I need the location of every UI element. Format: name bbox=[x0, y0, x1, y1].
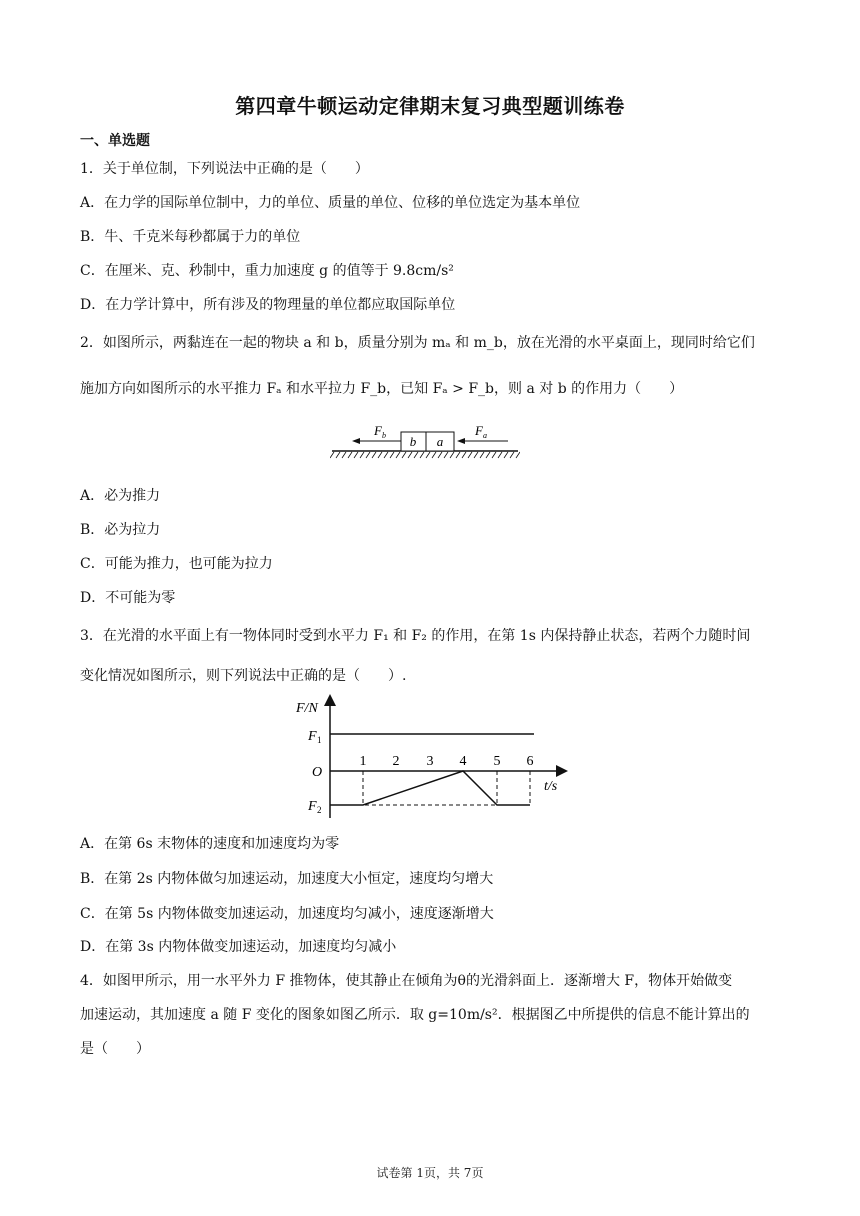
section-heading: 一、单选题 bbox=[80, 133, 150, 149]
tick-label-1: 1 bbox=[359, 754, 367, 769]
tick-label-4: 4 bbox=[459, 754, 467, 769]
force-a-subscript: a bbox=[483, 431, 487, 440]
q1-option-c: C．在厘米、克、秒制中，重力加速度 g 的值等于 9.8cm/s² bbox=[80, 263, 454, 279]
q2-option-c: C．可能为推力，也可能为拉力 bbox=[80, 556, 273, 572]
f2-subscript: 2 bbox=[317, 805, 322, 815]
q2-option-a: A．必为推力 bbox=[80, 488, 161, 504]
q1-option-b: B．牛、千克米每秒都属于力的单位 bbox=[80, 229, 301, 245]
f1-subscript: 1 bbox=[317, 735, 322, 745]
q3-stem-line2: 变化情况如图所示，则下列说法中正确的是（ ）. bbox=[80, 668, 407, 684]
x-axis-label: t/s bbox=[544, 779, 558, 794]
q3-option-b: B．在第 2s 内物体做匀加速运动，加速度大小恒定，速度均匀增大 bbox=[80, 871, 494, 887]
q2-option-b: B．必为拉力 bbox=[80, 522, 161, 538]
q3-option-d: D．在第 3s 内物体做变加速运动，加速度均匀减小 bbox=[80, 939, 397, 955]
q2-stem-line2: 施加方向如图所示的水平推力 Fₐ 和水平拉力 F_b，已知 Fₐ > F_b，则 a 对 b 的作用力（ ） bbox=[80, 381, 684, 397]
page-footer: 试卷第 1页，共 7页 bbox=[376, 1166, 484, 1180]
q3-option-c: C．在第 5s 内物体做变加速运动，加速度均匀减小，速度逐渐增大 bbox=[80, 906, 494, 922]
blocks-figure bbox=[330, 418, 520, 464]
tick-label-3: 3 bbox=[426, 754, 434, 769]
force-time-graph bbox=[292, 694, 578, 822]
q1-option-a: A．在力学的国际单位制中，力的单位、质量的单位、位移的单位选定为基本单位 bbox=[80, 195, 581, 211]
page-title: 第四章牛顿运动定律期末复习典型题训练卷 bbox=[235, 94, 625, 118]
q4-line2: 加速运动，其加速度 a 随 F 变化的图象如图乙所示．取 g=10m/s²．根据图乙中所提供的信息不能计算出的 bbox=[80, 1007, 750, 1023]
q2-stem-line1: 2．如图所示，两黏连在一起的物块 a 和 b，质量分别为 mₐ 和 m_b，放在光滑的水平桌面上，现同时给它们 bbox=[80, 335, 755, 351]
block-b-label: b bbox=[409, 434, 417, 449]
f1-label: F bbox=[308, 729, 317, 744]
block-a-label: a bbox=[436, 434, 444, 449]
q2-option-d: D．不可能为零 bbox=[80, 590, 176, 606]
q4-line3: 是（ ） bbox=[80, 1041, 150, 1057]
tick-label-5: 5 bbox=[493, 754, 501, 769]
q3-option-a: A．在第 6s 末物体的速度和加速度均为零 bbox=[80, 836, 340, 852]
y-axis-label: F/N bbox=[296, 701, 318, 716]
force-b-label: F bbox=[374, 423, 382, 438]
origin-label: O bbox=[312, 765, 323, 780]
tick-label-6: 6 bbox=[526, 754, 534, 769]
tick-label-2: 2 bbox=[392, 754, 400, 769]
q1-stem: 1．关于单位制，下列说法中正确的是（ ） bbox=[80, 161, 369, 177]
f2-curve bbox=[330, 771, 530, 805]
force-b-subscript: b bbox=[382, 431, 386, 440]
q1-option-d: D．在力学计算中，所有涉及的物理量的单位都应取国际单位 bbox=[80, 297, 456, 313]
f2-label: F bbox=[308, 799, 317, 814]
q3-stem-line1: 3．在光滑的水平面上有一物体同时受到水平力 F₁ 和 F₂ 的作用，在第 1s 内保持静止状态，若两个力随时间 bbox=[80, 628, 751, 644]
q4-line1: 4．如图甲所示，用一水平外力 F 推物体，使其静止在倾角为θ的光滑斜面上．逐渐增大 F，物体开始做变 bbox=[80, 973, 733, 989]
force-a-label: F bbox=[475, 423, 483, 438]
